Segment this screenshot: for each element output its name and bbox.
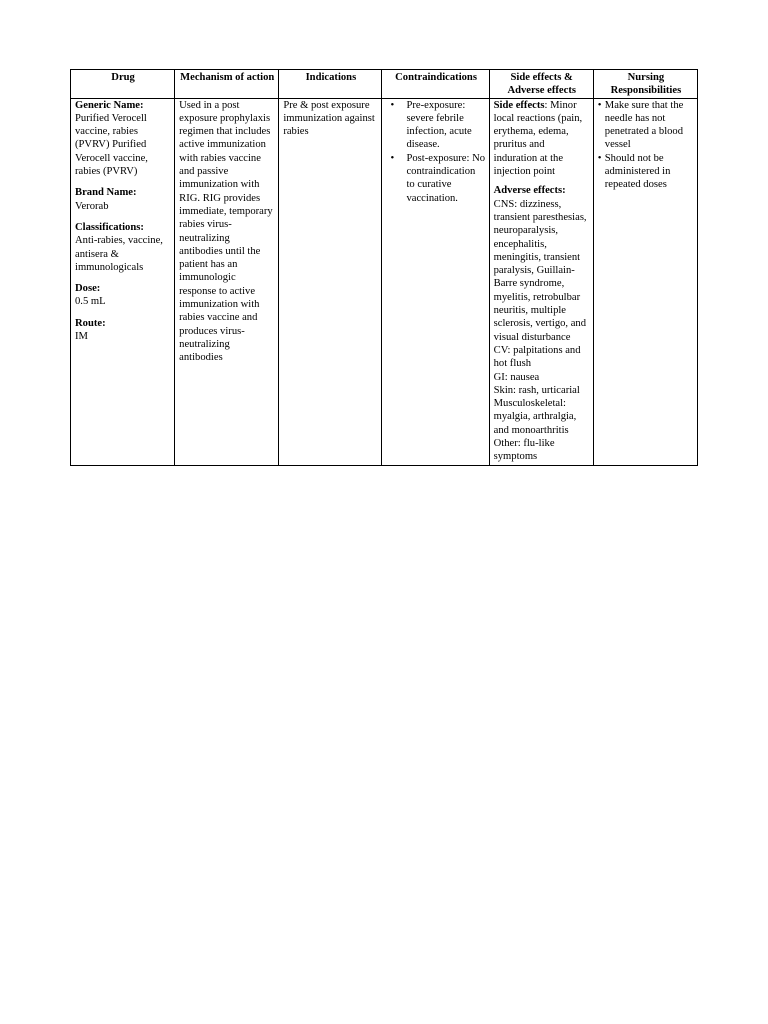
side-effects-value: : Minor local reactions (pain, erythema, edema, pruritus and induration at the injection point bbox=[493, 99, 583, 178]
header-drug: Drug bbox=[71, 70, 175, 99]
side-effects-cell bbox=[489, 98, 593, 465]
adverse-other: Other: flu-like symptoms bbox=[493, 438, 555, 463]
classifications-label: Classifications: bbox=[75, 221, 144, 233]
adverse-cv: CV: palpitations and hot flush bbox=[493, 344, 581, 370]
drug-cell bbox=[71, 98, 175, 465]
header-nursing: Nursing Responsibilities bbox=[593, 70, 697, 99]
header-indications: Indications bbox=[279, 70, 382, 99]
adverse-musculoskeletal: Musculoskeletal: myalgia, arthralgia, and monoarthritis bbox=[493, 398, 577, 436]
contraindications-cell bbox=[382, 98, 489, 465]
brand-name-value: Verorab bbox=[75, 200, 109, 212]
nursing-cell bbox=[593, 98, 697, 465]
brand-name-label: Brand Name: bbox=[75, 187, 137, 199]
table-header-row bbox=[71, 70, 698, 99]
generic-name-value: Purified Verocell vaccine, rabies (PVRV) Purified Verocell vaccine, rabies (PVRV) bbox=[75, 112, 148, 178]
header-contraindications: Contraindications bbox=[382, 70, 489, 99]
adverse-gi: GI: nausea bbox=[493, 371, 540, 383]
side-effects-paragraph bbox=[494, 99, 590, 179]
adverse-effects-label: Adverse effects: bbox=[493, 185, 566, 197]
classifications-value: Anti-rabies, vaccine, antisera & immunologicals bbox=[75, 235, 163, 273]
header-mechanism: Mechanism of action bbox=[175, 70, 279, 99]
contraindications-list bbox=[386, 99, 485, 205]
list-item: • Make sure that the needle has not penetrated a blood vessel bbox=[598, 99, 694, 152]
route-value: IM bbox=[75, 331, 88, 343]
route-label: Route: bbox=[75, 317, 106, 329]
list-item: • Post-exposure: No contraindication to curative vaccination. bbox=[386, 152, 485, 205]
dose-value: 0.5 mL bbox=[75, 296, 106, 308]
mechanism-cell: Used in a post exposure prophylaxis regimen that includes active immunization with rabies vaccine and passive immunization with RIG. RIG provides immediate, temporary rabies virus-neutralizing antibodies until the patient has an immunologic response to active immunization with rabies vaccine and produces virus-neutralizing antibodies bbox=[175, 98, 279, 465]
list-item: • Should not be administered in repeated doses bbox=[598, 152, 694, 192]
dose-label: Dose: bbox=[75, 283, 101, 295]
header-side-effects: Side effects & Adverse effects bbox=[489, 70, 593, 99]
drug-study-table bbox=[70, 69, 698, 466]
list-item: • Pre-exposure: severe febrile infection, acute disease. bbox=[386, 99, 485, 152]
generic-name-label: Generic Name: bbox=[75, 99, 144, 111]
adverse-skin: Skin: rash, urticarial bbox=[493, 384, 580, 396]
indications-cell: Pre & post exposure immunization against rabies bbox=[279, 98, 382, 465]
nursing-list bbox=[598, 99, 694, 192]
side-effects-label: Side effects bbox=[493, 99, 545, 111]
table-row bbox=[71, 98, 698, 465]
adverse-cns: CNS: dizziness, transient paresthesias, neuroparalysis, encephalitis, meningitis, transient paralysis, Guillain-Barre syndrome, myelitis, retrobulbar neuritis, multiple sclerosis, vertigo, and visual disturbance bbox=[493, 198, 587, 343]
